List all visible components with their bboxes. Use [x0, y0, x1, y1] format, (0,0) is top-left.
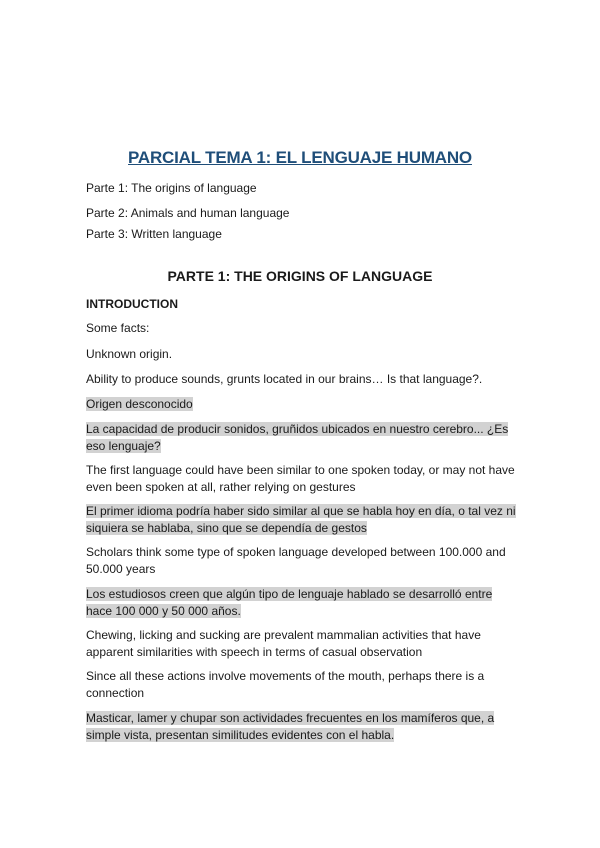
highlighted-paragraph: [86, 421, 518, 455]
paragraph-text: La capacidad de producir sonidos, gruñidos ubicados en nuestro cerebro... ¿Es eso lenguaje?: [86, 422, 509, 453]
highlighted-paragraph: [86, 710, 516, 744]
toc-item-part-1: Parte 1: The origins of language: [86, 181, 257, 195]
paragraph-text: Scholars think some type of spoken language developed between 100.000 and 50.000 years: [86, 545, 506, 576]
paragraph: [86, 462, 516, 496]
highlighted-paragraph: [86, 586, 516, 620]
paragraph-text: Chewing, licking and sucking are prevalent mammalian activities that have apparent similarities with speech in terms of casual observation: [86, 628, 481, 659]
highlighted-paragraph: [86, 396, 516, 413]
paragraph: [86, 371, 516, 388]
paragraph-text: Unknown origin.: [86, 347, 173, 361]
paragraph: [86, 346, 516, 363]
paragraph-text: Los estudiosos creen que algún tipo de lenguaje hablado se desarrolló entre hace 100 000 y 50 000 años.: [86, 587, 493, 618]
paragraph-text: Since all these actions involve movements of the mouth, perhaps there is a connection: [86, 669, 485, 700]
paragraph-text: Masticar, lamer y chupar son actividades frecuentes en los mamíferos que, a simple vista, presentan similitudes evidentes con el habla.: [86, 711, 495, 742]
paragraph: [86, 668, 516, 702]
paragraph: [86, 544, 516, 578]
paragraph-text: El primer idioma podría haber sido similar al que se habla hoy en día, o tal vez ni siquiera se hablaba, sino que se dependía de gestos: [86, 504, 516, 535]
subheading-introduction: INTRODUCTION: [86, 297, 178, 311]
paragraph: [86, 320, 516, 337]
paragraph-text: The first language could have been similar to one spoken today, or may not have even been spoken at all, rather relying on gestures: [86, 463, 515, 494]
document-title: PARCIAL TEMA 1: EL LENGUAJE HUMANO: [128, 148, 472, 167]
paragraph: [86, 627, 516, 661]
paragraph-text: Some facts:: [86, 321, 150, 335]
section-heading: PARTE 1: THE ORIGINS OF LANGUAGE: [167, 268, 433, 284]
toc-item-part-3: Parte 3: Written language: [86, 227, 222, 241]
paragraph-text: Ability to produce sounds, grunts located in our brains… Is that language?.: [86, 372, 483, 386]
toc-item-part-2: Parte 2: Animals and human language: [86, 206, 290, 220]
paragraph-text: Origen desconocido: [86, 397, 193, 411]
highlighted-paragraph: [86, 503, 516, 537]
